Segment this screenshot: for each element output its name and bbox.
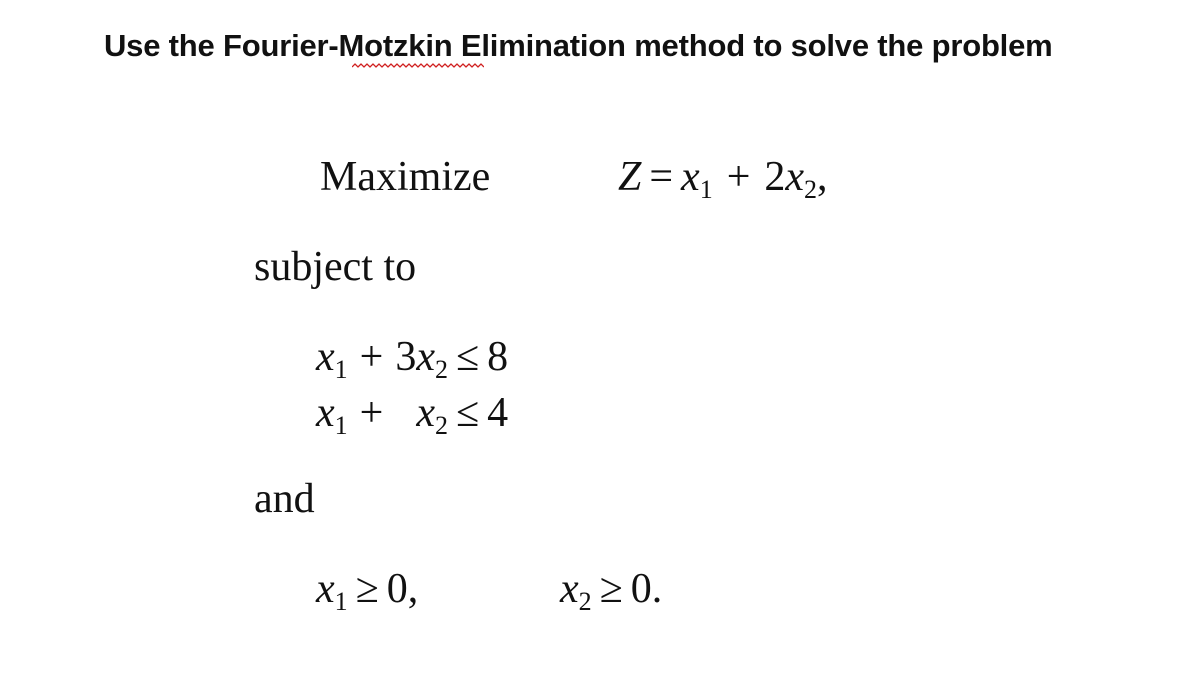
nn1-comma: , — [407, 566, 419, 612]
objective-comma: , — [817, 154, 828, 200]
c2-relation: ≤ — [456, 390, 480, 436]
nn2-sub: 2 — [578, 587, 592, 616]
nonneg-x2 — [560, 566, 663, 616]
constraint-1 — [316, 334, 509, 384]
objective-x1: x — [681, 154, 700, 200]
c1-rhs: 8 — [487, 334, 509, 380]
objective-plus: + — [726, 154, 751, 200]
objective-coef2: 2 — [764, 154, 786, 200]
subject-to-label: subject to — [254, 244, 417, 290]
c2-rhs: 4 — [487, 390, 509, 436]
problem-heading — [104, 28, 1053, 64]
constraint-2 — [316, 390, 509, 440]
nn1-rhs: 0 — [386, 566, 408, 612]
c1-relation: ≤ — [456, 334, 480, 380]
c2-x1: x — [316, 390, 335, 436]
c2-x1-sub: 1 — [334, 411, 348, 440]
nn1-relation: ≥ — [355, 566, 379, 612]
objective-z: Z — [618, 154, 642, 200]
c2-x2-sub: 2 — [435, 411, 448, 440]
nonneg-x1 — [316, 566, 419, 616]
c1-x2: x — [416, 334, 435, 380]
c1-x1: x — [316, 334, 335, 380]
objective-x2-sub: 2 — [804, 175, 818, 204]
and-label: and — [254, 476, 315, 522]
nn2-period: . — [651, 566, 663, 612]
c2-x2: x — [416, 390, 435, 436]
maximize-label: Maximize — [320, 154, 491, 200]
c1-x1-sub: 1 — [334, 355, 348, 384]
heading-suffix: Elimination method to solve the problem — [452, 28, 1053, 63]
objective-x1-sub: 1 — [699, 175, 713, 204]
heading-underlined-word: Motzkin — [338, 28, 453, 63]
nn1-var: x — [316, 566, 335, 612]
nn1-sub: 1 — [334, 587, 348, 616]
nn2-var: x — [560, 566, 579, 612]
spellcheck-underline — [352, 63, 484, 69]
objective-x2: x — [785, 154, 805, 200]
c1-plus: + — [359, 334, 384, 380]
nn2-relation: ≥ — [599, 566, 623, 612]
c1-x2-sub: 2 — [435, 355, 448, 384]
objective-equals: = — [649, 154, 674, 200]
c2-plus: + — [359, 390, 384, 436]
nn2-rhs: 0 — [630, 566, 652, 612]
heading-prefix: Use the Fourier- — [104, 28, 339, 63]
objective-function — [618, 154, 828, 204]
c1-coef2: 3 — [395, 334, 417, 380]
